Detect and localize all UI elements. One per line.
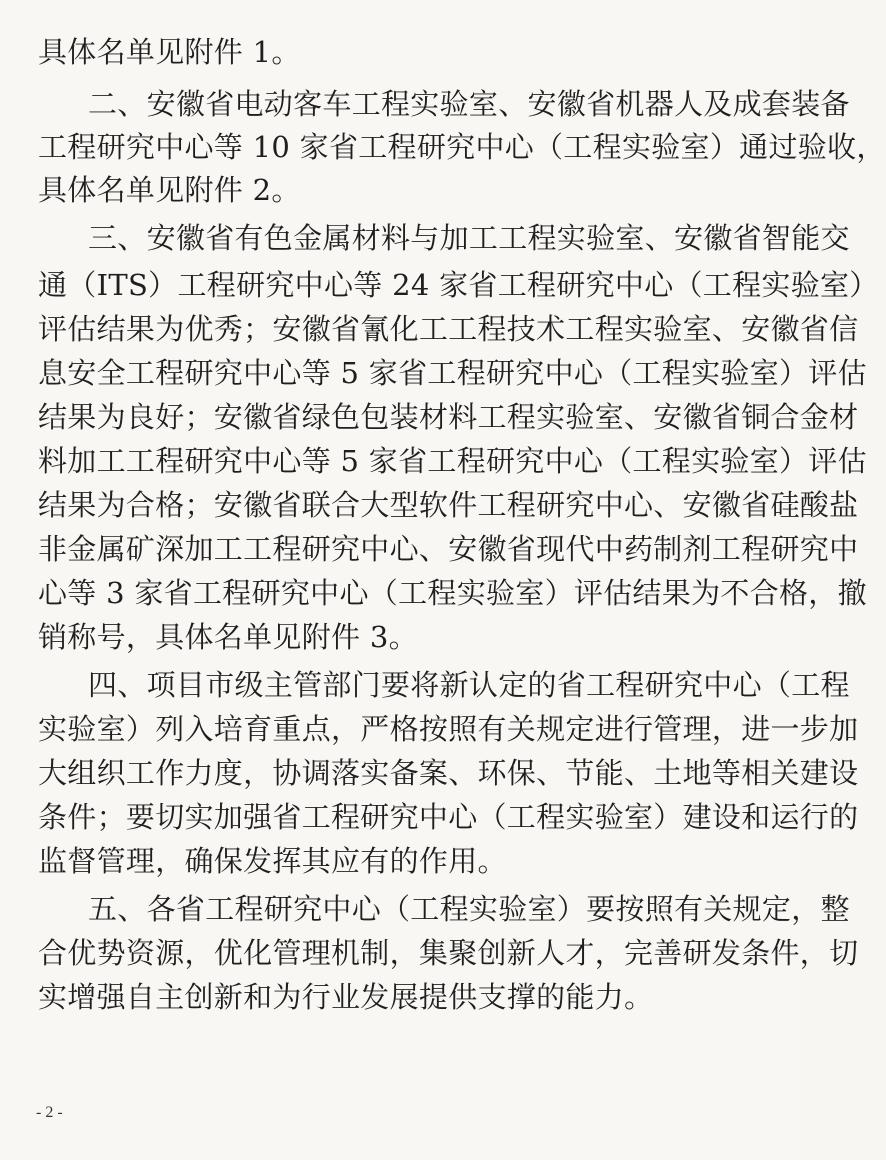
page-number: - 2 - bbox=[36, 1104, 63, 1121]
text-line: 料加工工程研究中心等 5 家省工程研究中心（工程实验室）评估 bbox=[38, 444, 867, 478]
text-line: 评估结果为优秀；安徽省氰化工工程技术工程实验室、安徽省信 bbox=[38, 312, 859, 346]
text-line: 非金属矿深加工工程研究中心、安徽省现代中药制剂工程研究中 bbox=[38, 532, 859, 566]
text-line: 结果为良好；安徽省绿色包装材料工程实验室、安徽省铜合金材 bbox=[38, 400, 859, 434]
paragraph-4-first-line: 四、项目市级主管部门要将新认定的省工程研究中心（工程 bbox=[88, 668, 850, 702]
text-line: 结果为合格；安徽省联合大型软件工程研究中心、安徽省硅酸盐 bbox=[38, 488, 859, 522]
text-line: 具体名单见附件 1。 bbox=[38, 35, 301, 69]
text-line: 通（ITS）工程研究中心等 24 家省工程研究中心（工程实验室） bbox=[38, 268, 879, 302]
text-line: 监督管理，确保发挥其应有的作用。 bbox=[38, 844, 507, 878]
text-line: 销称号，具体名单见附件 3。 bbox=[38, 620, 418, 654]
text-line: 实增强自主创新和为行业发展提供支撑的能力。 bbox=[38, 980, 654, 1014]
paragraph-2-first-line: 二、安徽省电动客车工程实验室、安徽省机器人及成套装备 bbox=[88, 87, 850, 121]
text-line: 合优势资源，优化管理机制，集聚创新人才，完善研发条件，切 bbox=[38, 936, 859, 970]
text-line: 实验室）列入培育重点，严格按照有关规定进行管理，进一步加 bbox=[38, 712, 859, 746]
text-line: 具体名单见附件 2。 bbox=[38, 173, 301, 207]
text-line: 心等 3 家省工程研究中心（工程实验室）评估结果为不合格，撤 bbox=[38, 576, 867, 610]
text-line: 息安全工程研究中心等 5 家省工程研究中心（工程实验室）评估 bbox=[38, 356, 867, 390]
paragraph-3-first-line: 三、安徽省有色金属材料与加工工程实验室、安徽省智能交 bbox=[88, 221, 850, 255]
paragraph-5-first-line: 五、各省工程研究中心（工程实验室）要按照有关规定，整 bbox=[88, 892, 850, 926]
text-line: 大组织工作力度，协调落实备案、环保、节能、土地等相关建设 bbox=[38, 756, 859, 790]
text-line: 工程研究中心等 10 家省工程研究中心（工程实验室）通过验收， bbox=[38, 130, 886, 164]
text-line: 条件；要切实加强省工程研究中心（工程实验室）建设和运行的 bbox=[38, 800, 859, 834]
